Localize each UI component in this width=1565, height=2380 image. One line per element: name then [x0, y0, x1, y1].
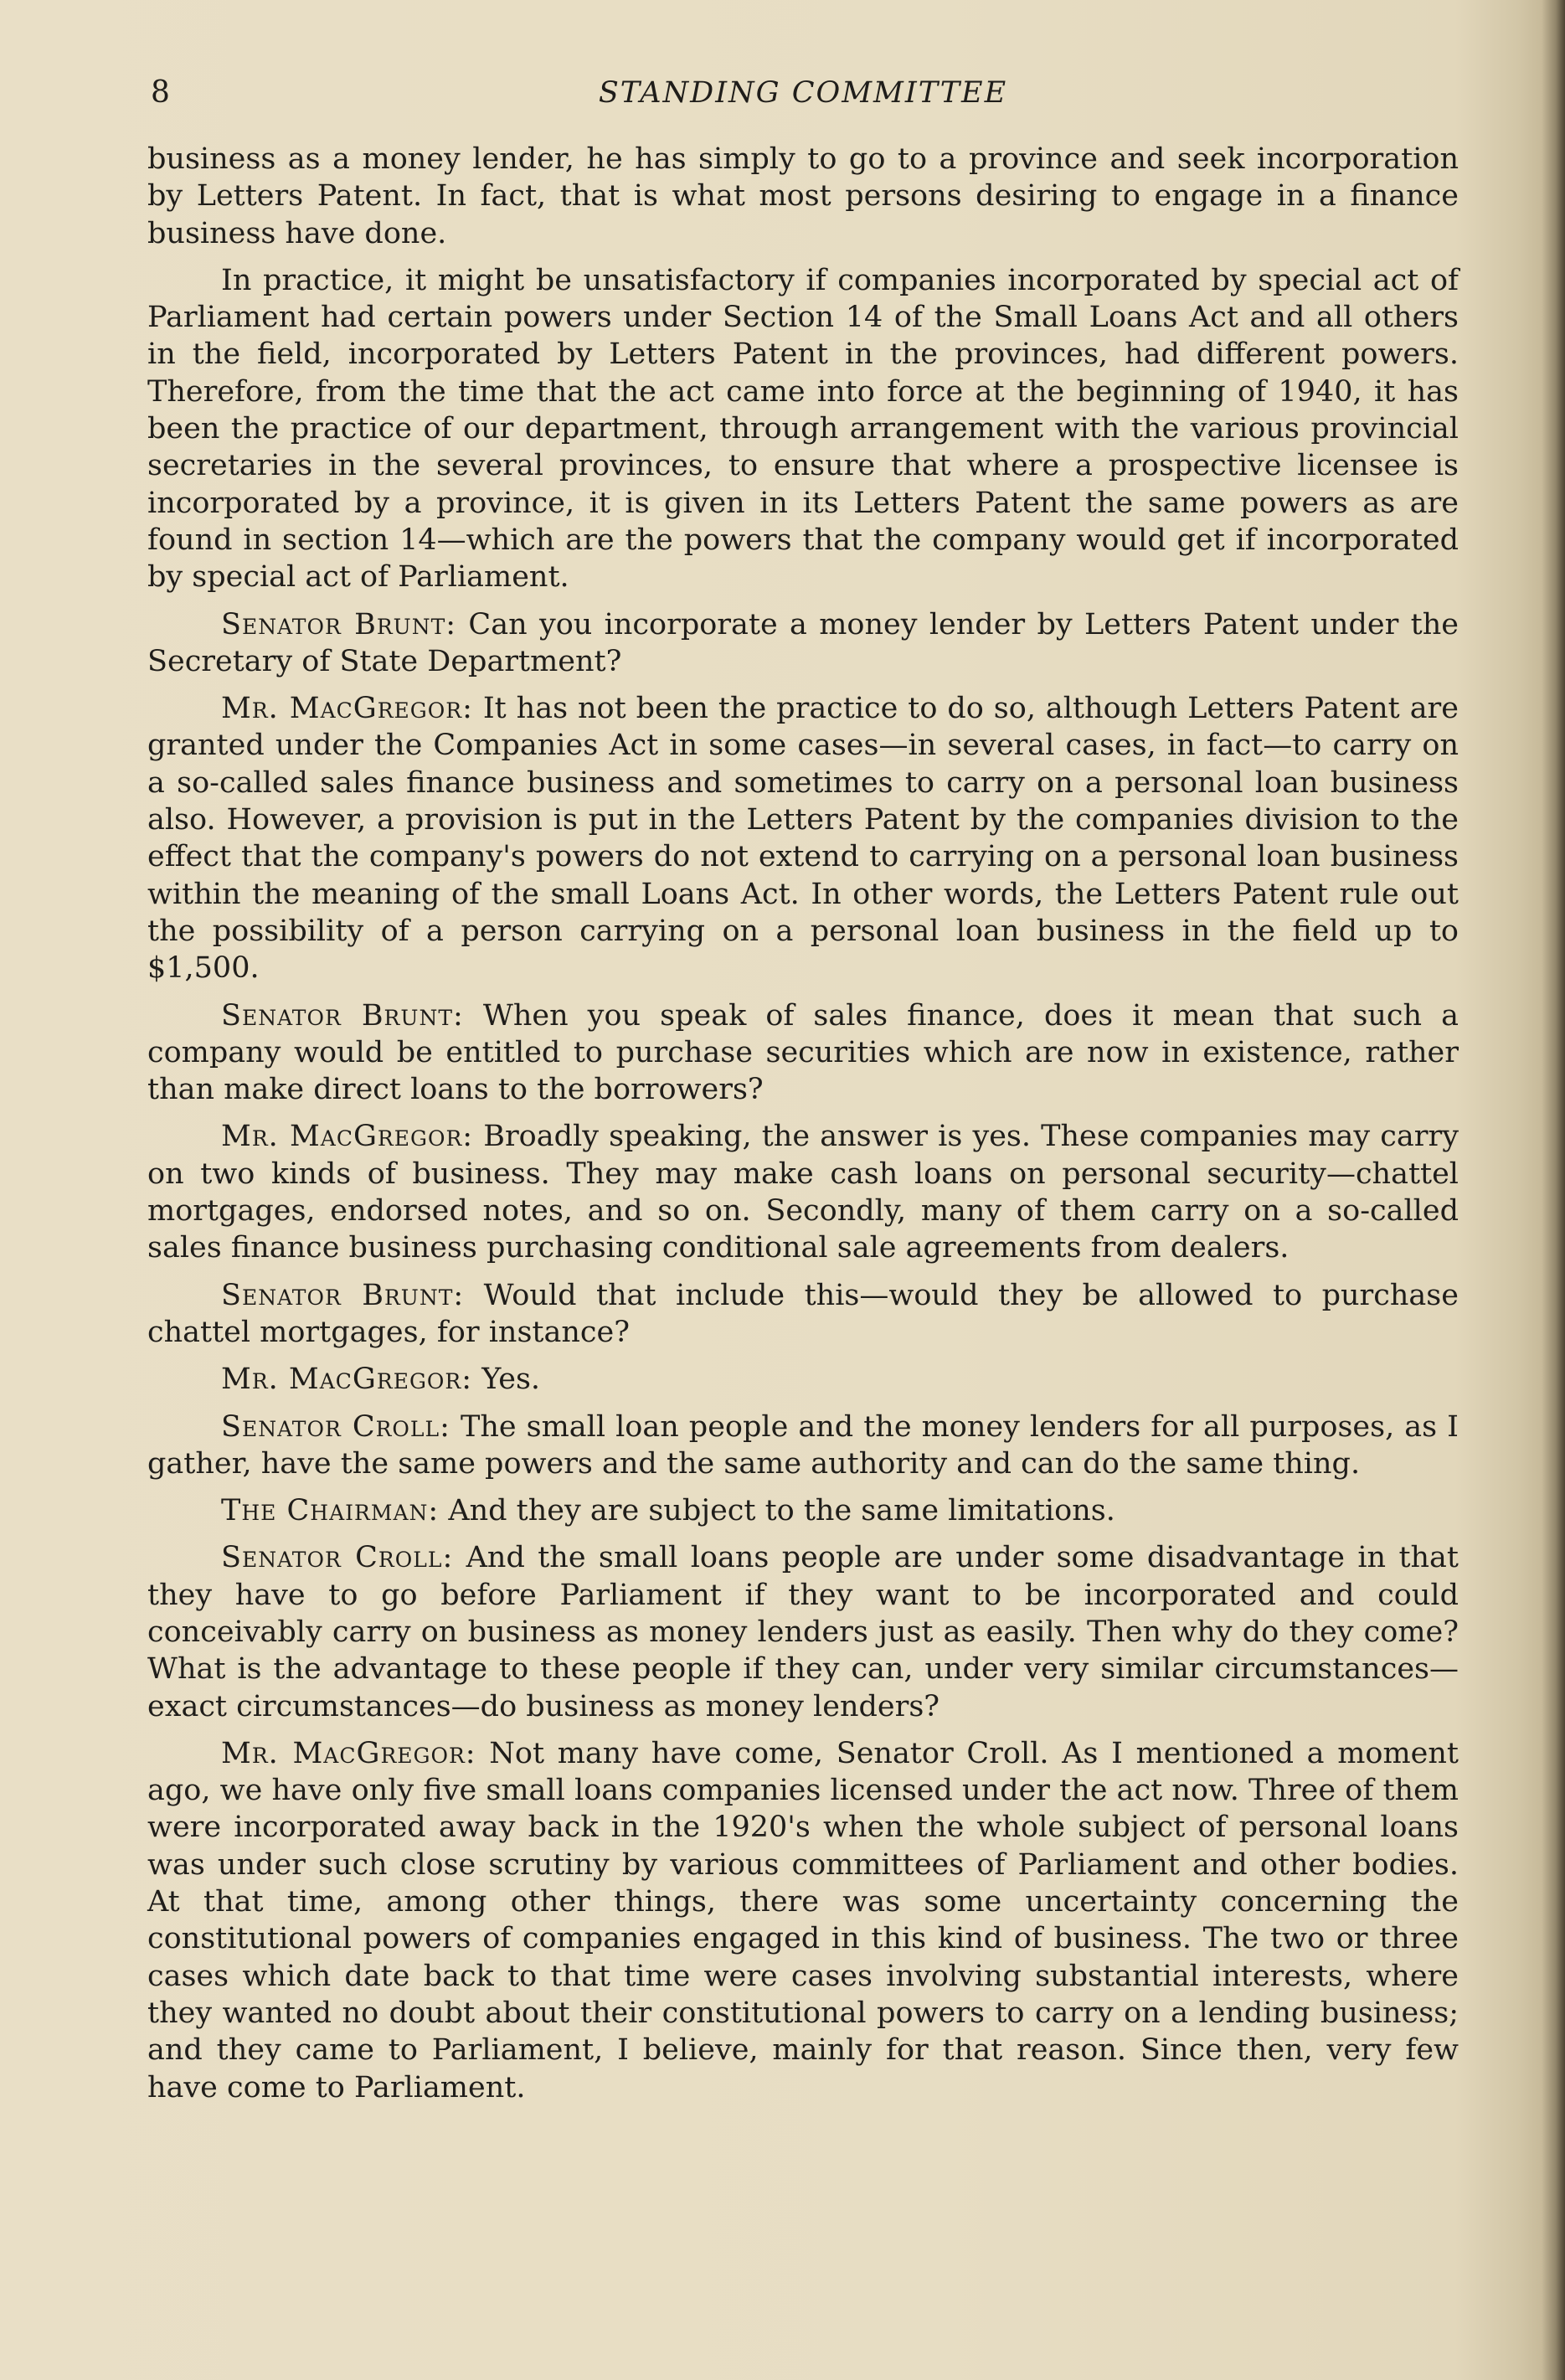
body-text — [147, 141, 1459, 2106]
speaker-label: Senator Brunt: — [221, 998, 464, 1033]
paragraph-text: Broadly speaking, the answer is yes. These companies may carry on two kinds of business. They may make cash loans on personal security—chattel mortgages, endorsed notes, and so on. Secondly, many of them carry on a so-called sales finance business purchasing conditional sale agreements from dealers. — [147, 1120, 1459, 1265]
running-title: STANDING COMMITTEE — [598, 76, 1008, 110]
paragraph — [147, 1735, 1459, 2106]
paragraph-text: Can you incorporate a money lender by Letters Patent under the Secretary of State Department? — [147, 607, 1459, 678]
paragraph — [147, 606, 1459, 681]
speaker-label: The Chairman: — [221, 1494, 440, 1528]
paragraph-text: In practice, it might be unsatisfactory if companies incorporated by special act of Parliament had certain powers under Section 14 of the Small Loans Act and all others in the field, incorporated by Letters Patent in the provinces, had different powers. Therefore, from the time that the act came into force at the beginning of 1940, it has been the practice of our department, through arrangement with the various provincial secretaries in the several provinces, to ensure that where a prospective licensee is incorporated by a province, it is given in its Letters Patent the same powers as are found in section 14—which are the powers that the company would get if incorporated by special act of Parliament. — [147, 263, 1459, 595]
paragraph — [147, 1492, 1459, 1529]
paragraph-text: And they are subject to the same limitations. — [448, 1494, 1115, 1528]
paragraph — [147, 1277, 1459, 1352]
paragraph-text: Would that include this—would they be allowed to purchase chattel mortgages, for instance? — [147, 1278, 1459, 1349]
paragraph — [147, 690, 1459, 987]
paragraph-text: It has not been the practice to do so, although Letters Patent are granted under the Companies Act in some cases—in several cases, in fact—to carry on a so-called sales finance business and sometimes to carry on a personal loan business also. However, a provision is put in the Letters Patent by the companies division to the effect that the company's powers do not extend to carrying on a personal loan business within the meaning of the small Loans Act. In other words, the Letters Patent rule out the possibility of a person carrying on a personal loan business in the field up to $1,500. — [147, 692, 1459, 986]
paragraph — [147, 997, 1459, 1109]
paragraph — [147, 262, 1459, 596]
paragraph — [147, 1118, 1459, 1266]
page-edge-shadow — [1542, 0, 1565, 2380]
paragraph — [147, 1539, 1459, 1724]
paragraph-text: The small loan people and the money lenders for all purposes, as I gather, have the same powers and the same authority and can do the same thing. — [147, 1409, 1459, 1481]
paragraph — [147, 1361, 1459, 1398]
speaker-label: Senator Brunt: — [221, 607, 457, 641]
paragraph — [147, 1409, 1459, 1483]
running-head — [147, 72, 1459, 114]
speaker-label: Senator Croll: — [221, 1541, 454, 1575]
speaker-label: Mr. MacGregor: — [221, 1363, 473, 1397]
paragraph-text: And the small loans people are under some disadvantage in that they have to go before Parliament if they want to be incorporated and could conceivably carry on business as money lenders just as easily. Then why do they come? What is the advantage to these people if they can, under very similar circumstances—exact circumstances—do business as money lenders? — [147, 1541, 1459, 1723]
paragraph-text: business as a money lender, he has simply to go to a province and seek incorporation by Letters Patent. In fact, that is what most persons desiring to engage in a finance business have done. — [147, 142, 1459, 250]
paragraph — [147, 141, 1459, 252]
speaker-label: Mr. MacGregor: — [221, 1120, 474, 1154]
speaker-label: Mr. MacGregor: — [221, 692, 473, 726]
paragraph-text: Yes. — [481, 1363, 541, 1397]
speaker-label: Senator Brunt: — [221, 1278, 465, 1312]
speaker-label: Senator Croll: — [221, 1409, 450, 1444]
page-number: 8 — [151, 75, 170, 110]
paragraph-text: When you speak of sales finance, does it mean that such a company would be entitled to purchase securities which are now in existence, rather than make direct loans to the borrowers? — [147, 998, 1459, 1107]
speaker-label: Mr. MacGregor: — [221, 1736, 476, 1770]
paragraph-text: Not many have come, Senator Croll. As I mentioned a moment ago, we have only five small loans companies licensed under the act now. Three of them were incorporated away back in the 1920's when the whole subject of personal loans was under such close scrutiny by various committees of Parliament and other bodies. At that time, among other things, there was some uncertainty concerning the constitutional powers of companies engaged in this kind of business. The two or three cases which date back to that time were cases involving substantial interests, where they wanted no doubt about their constitutional powers to carry on a lending business; and they came to Parliament, I believe, mainly for that reason. Since then, very few have come to Parliament. — [147, 1736, 1459, 2104]
